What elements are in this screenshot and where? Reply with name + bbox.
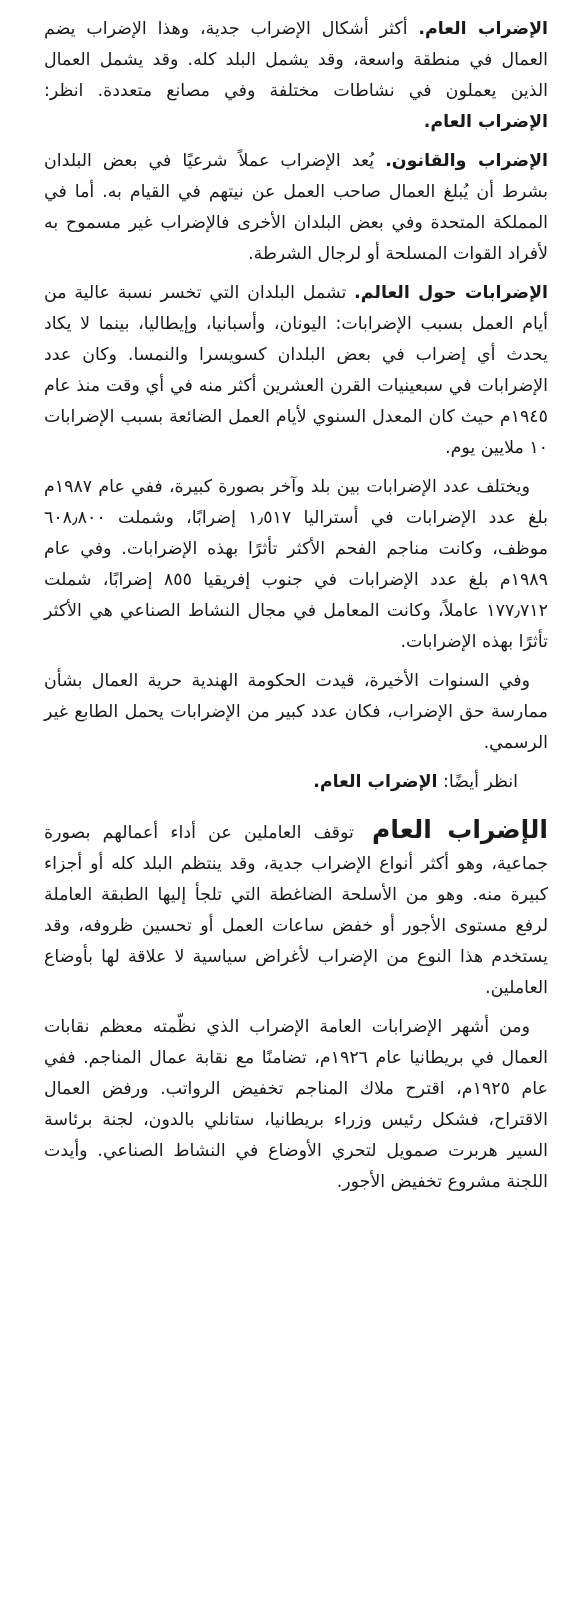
- strike-variation-text: ويختلف عدد الإضرابات بين بلد وآخر بصورة كبيرة، ففي عام ١٩٨٧م بلغ عدد الإضرابات في أستراليا ١٫٥١٧ إضرابًا، وشملت ٦٠٨٫٨٠٠ موظف، وكانت مناجم الفحم الأكثر تأثرًا بهذه الإضرابات. وفي عام ١٩٨٩م بلغ عدد الإضرابات في جنوب إفريقيا ٨٥٥ إضرابًا، شملت ١٧٧٫٧١٢ عاملاً، وكانت المعامل في مجال النشاط الصناعي هي الأكثر تأثرًا بهذه الإضرابات.: [44, 477, 548, 652]
- general-strike-entry-paragraph: [44, 814, 548, 1004]
- india-strikes-paragraph: [44, 666, 548, 759]
- strike-and-law-term: الإضراب والقانون.: [385, 151, 548, 171]
- famous-general-strikes-paragraph: [44, 1012, 548, 1198]
- see-also-line: [44, 767, 548, 798]
- strike-and-law-text: يُعد الإضراب عملاً شرعيًا في بعض البلدان بشرط أن يُبلغ العمال صاحب العمل عن نيتهم في القيام به. أما في المملكة المتحدة وفي بعض البلدان الأخرى فالإضراب غير مسموح به لأفراد القوات المسلحة أو لرجال الشرطة.: [44, 151, 548, 264]
- india-strikes-text: وفي السنوات الأخيرة، قيدت الحكومة الهندية حرية العمال بشأن ممارسة حق الإضراب، فكان عدد كبير من الإضرابات يحمل الطابع غير الرسمي.: [44, 671, 548, 753]
- strikes-around-world-paragraph: [44, 278, 548, 464]
- strike-variation-paragraph: [44, 472, 548, 658]
- famous-general-strikes-text: ومن أشهر الإضرابات العامة الإضراب الذي نظّمته معظم نقابات العمال في بريطانيا عام ١٩٢٦م، تضامنًا مع نقابة عمال المناجم. ففي عام ١٩٢٥م، اقترح ملاك المناجم تخفيض الرواتب. ورفض العمال الاقتراح، فشكل رئيس وزراء بريطانيا، ستانلي بالدون، لجنة برئاسة السير هربرت صمويل لتحري الأوضاع في النشاط الصناعي. وأيدت اللجنة مشروع تخفيض الأجور.: [44, 1017, 548, 1192]
- entry-separator: [44, 798, 548, 814]
- see-also-general-strike-link[interactable]: الإضراب العام.: [313, 772, 438, 792]
- strike-and-law-paragraph: [44, 146, 548, 270]
- general-strike-cross-reference[interactable]: الإضراب العام.: [423, 112, 548, 132]
- see-also-label: انظر أيضًا:: [443, 772, 518, 792]
- general-strike-entry-text: توقف العاملين عن أداء أعمالهم بصورة جماعية، وهو أكثر أنواع الإضراب جدية، وقد ينتظم البلد كله أو أجزاء كبيرة منه. وهو من الأسلحة الضاغطة التي تلجأ إليها الطبقة العاملة لرفع مستوى الأجور أو خفض ساعات العمل أو تحسين ظروفه، وقد يستخدم هذا النوع من الإضراب لأغراض سياسية لا علاقة لها بأوضاع العاملين.: [44, 823, 548, 998]
- general-strike-term: الإضراب العام.: [418, 19, 548, 39]
- strikes-around-world-text: تشمل البلدان التي تخسر نسبة عالية من أيام العمل بسبب الإضرابات: اليونان، وأسبانيا، وإيطاليا، بينما لا يكاد يحدث أي إضراب في بعض البلدان كسويسرا والنمسا. وكان عدد الإضرابات في سبعينيات القرن العشرين أكثر منه في أي وقت منذ عام ١٩٤٥م حيث كان المعدل السنوي لأيام العمل الضائعة بسبب الإضرابات ١٠ ملايين يوم.: [44, 283, 548, 458]
- strikes-around-world-term: الإضرابات حول العالم.: [354, 283, 549, 303]
- general-strike-brief-text: أكثر أشكال الإضراب جدية، وهذا الإضراب يضم العمال في منطقة واسعة، وقد يشمل البلد كله. وقد يشمل العمال الذين يعملون في نشاطات مختلفة وفي مصانع متعددة. انظر:: [44, 19, 548, 101]
- general-strike-entry-title: الإضراب العام: [372, 815, 548, 844]
- general-strike-brief-paragraph: [44, 14, 548, 138]
